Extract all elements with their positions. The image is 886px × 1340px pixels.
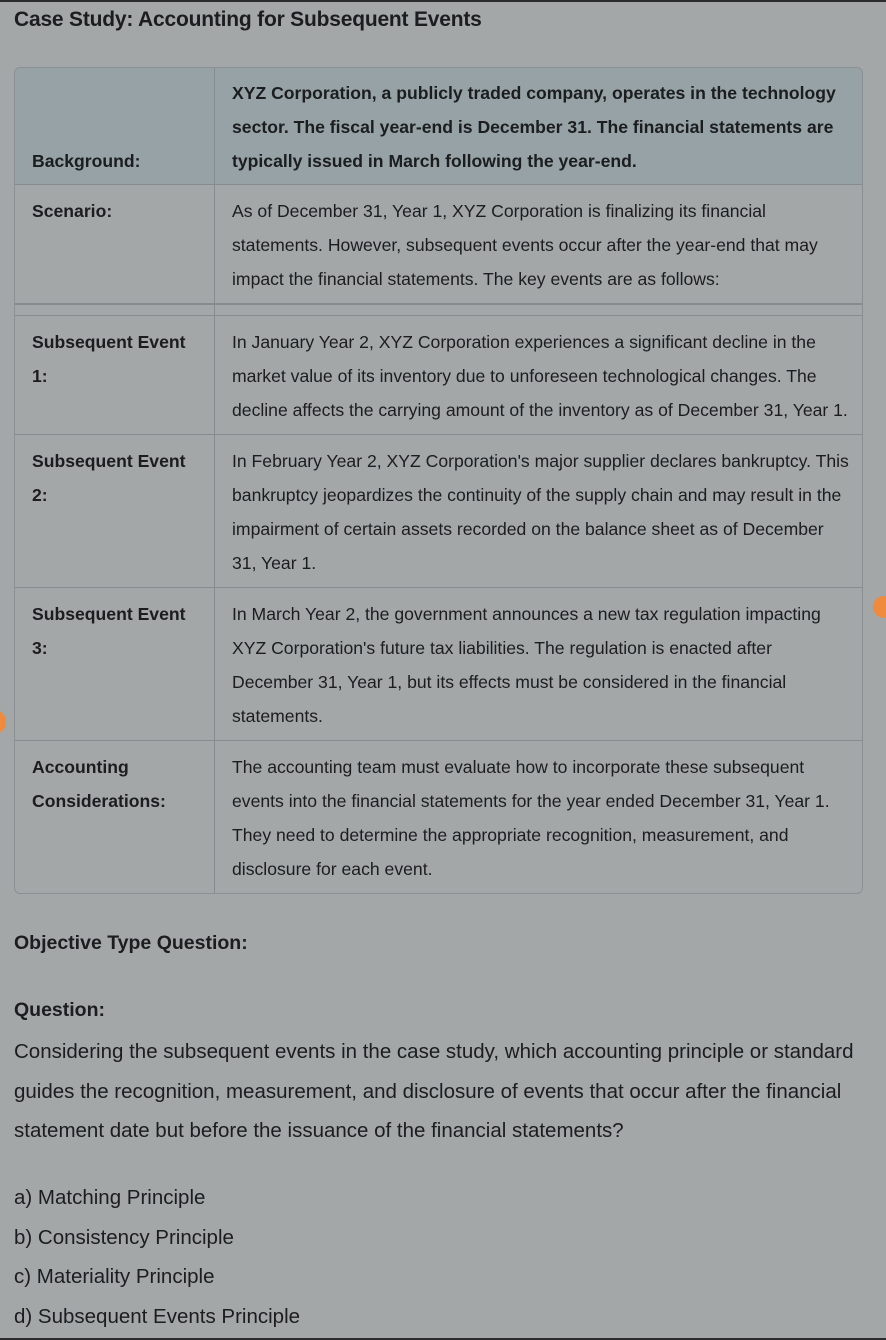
spacer-cell (215, 304, 863, 316)
question-heading: Question: (14, 999, 105, 1021)
table-row-scenario (15, 185, 862, 304)
option-d[interactable]: d) Subsequent Events Principle (14, 1305, 301, 1329)
row-text: In March Year 2, the government announces a new tax regulation impacting XYZ Corporation's future tax liabilities. The regulation is enacted after December 31, Year 1, but its effects must be considered in the financial statements. (215, 588, 863, 741)
row-label: Subsequent Event 1: (15, 316, 215, 435)
table-row-event-3 (15, 588, 862, 741)
table-row-event-2 (15, 435, 862, 588)
page-title: Case Study: Accounting for Subsequent Events (14, 8, 482, 31)
row-text: In January Year 2, XYZ Corporation experiences a significant decline in the market value of its inventory due to unforeseen technological changes. The decline affects the carrying amount of the inventory as of December 31, Year 1. (215, 316, 863, 435)
option-b[interactable]: b) Consistency Principle (14, 1225, 234, 1249)
row-text: As of December 31, Year 1, XYZ Corporation is finalizing its financial statements. However, subsequent events occur after the year-end that may impact the financial statements. The key events are as follows: (215, 185, 863, 304)
table-row-event-1 (15, 316, 862, 435)
edge-marker-dot (0, 711, 6, 733)
option-c[interactable]: c) Materiality Principle (14, 1265, 215, 1289)
scroll-indicator-dot (873, 596, 886, 618)
row-label: Scenario: (15, 185, 215, 304)
row-label: Accounting Considerations: (15, 741, 215, 894)
row-label: Background: (15, 68, 215, 185)
spacer-cell (15, 304, 215, 316)
row-label: Subsequent Event 2: (15, 435, 215, 588)
question-text: Considering the subsequent events in the case study, which accounting principle or standard guides the recognition, measurement, and disclosure of events that occur after the financial statement date but before the issuance of the financial statements? (14, 1040, 854, 1142)
option-a[interactable]: a) Matching Principle (14, 1186, 206, 1209)
row-text: In February Year 2, XYZ Corporation's major supplier declares bankruptcy. This bankruptcy jeopardizes the continuity of the supply chain and may result in the impairment of certain assets recorded on the balance sheet as of December 31, Year 1. (215, 435, 863, 588)
objective-heading: Objective Type Question: (14, 932, 248, 954)
case-study-table (14, 67, 863, 894)
table-spacer-row (15, 304, 862, 316)
top-border (0, 0, 886, 2)
row-text: The accounting team must evaluate how to incorporate these subsequent events into the financial statements for the year ended December 31, Year 1. They need to determine the appropriate recognition, measurement, and disclosure for each event. (215, 741, 863, 894)
answer-options (14, 1178, 300, 1337)
table-row-background (15, 68, 862, 185)
case-study-grid (15, 68, 862, 893)
row-label: Subsequent Event 3: (15, 588, 215, 741)
table-row-accounting (15, 741, 862, 894)
row-text: XYZ Corporation, a publicly traded company, operates in the technology sector. The fiscal year-end is December 31. The financial statements are typically issued in March following the year-end. (215, 68, 863, 185)
